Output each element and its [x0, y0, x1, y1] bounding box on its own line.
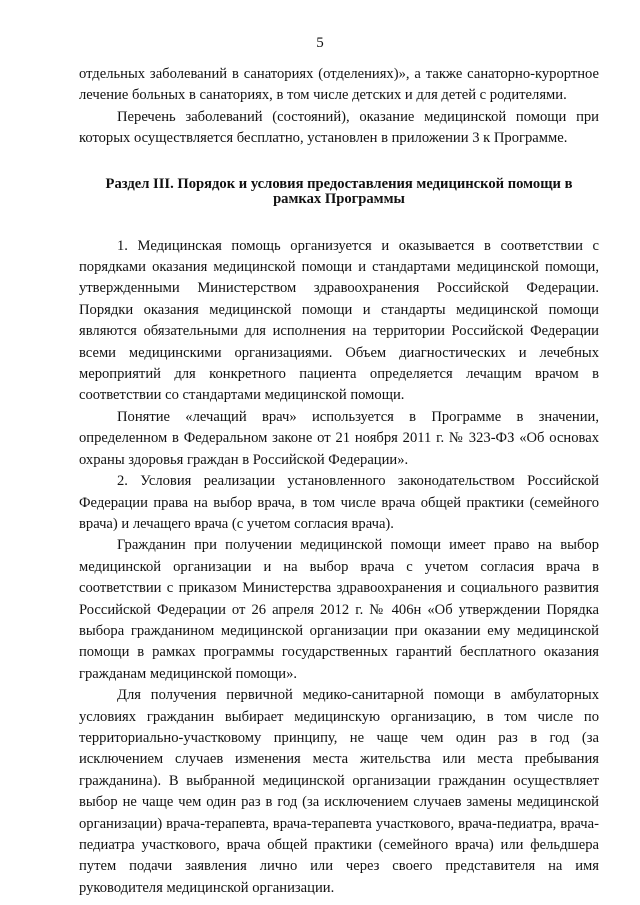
document-body: [79, 64, 599, 899]
section-title: Раздел III. Порядок и условия предоставления медицинской помощи в рамках Программы: [105, 175, 573, 207]
paragraph-item-2: 2. Условия реализации установленного законодательством Российской Федерации права на выбор врача, в том числе врача общей практики (семейного врача) и лечащего врача (с учетом согласия врача).: [79, 473, 599, 532]
paragraph-item-1: 1. Медицинская помощь организуется и оказывается в соответствии с порядками оказания медицинской помощи и стандартами медицинской помощи, утвержденными Министерством здравоохранения Российской Федерации. Порядки оказания медицинской помощи и стандарты медицинской помощи являются обязательными для исполнения на территории Российской Федерации всеми медицинскими организациями. Объем диагностических и лечебных мероприятий для конкретного пациента определяется лечащим врачом в соответствии со стандартами медицинской помощи.: [79, 237, 599, 404]
paragraph-attending-doctor: Понятие «лечащий врач» используется в Программе в значении, определенном в Федеральном законе от 21 ноября 2011 г. № 323-ФЗ «Об основах охраны здоровья граждан в Российской Федерации».: [79, 408, 599, 468]
paragraph-primary-care: Для получения первичной медико-санитарной помощи в амбулаторных условиях гражданин выбирает медицинскую организацию, в том числе по территориально-участковому принципу, не чаще чем один раз в год (за исключением случаев изменения места жительства или места пребывания гражданина). В выбранной медицинской организации гражданин осуществляет выбор не чаще чем один раз в год (за исключением случаев замены медицинской организации) врача-терапевта, врача-терапевта участкового, врача-педиатра, врача-педиатра участкового, врача общей практики (семейного врача) или фельдшера путем подачи заявления лично или через своего представителя на имя руководителя медицинской организации.: [79, 687, 599, 896]
page-number: 5: [316, 35, 324, 51]
paragraph-disease-list: Перечень заболеваний (состояний), оказание медицинской помощи при которых осуществляется бесплатно, установлен в приложении 3 к Программе.: [79, 108, 599, 147]
paragraph-continuation: отдельных заболеваний в санаториях (отделениях)», а также санаторно-курортное лечение больных в санаториях, в том числе детских и для детей с родителями.: [79, 66, 599, 104]
paragraph-citizen-rights: Гражданин при получении медицинской помощи имеет право на выбор медицинской организации и на выбор врача с учетом согласия врача в соответствии с приказом Министерства здравоохранения и социального развития Российской Федерации от 26 апреля 2012 г. № 406н «Об утверждении Порядка выбора гражданином медицинской организации при оказании ему медицинской помощи в рамках программы государственных гарантий бесплатного оказания гражданам медицинской помощи».: [79, 537, 599, 682]
